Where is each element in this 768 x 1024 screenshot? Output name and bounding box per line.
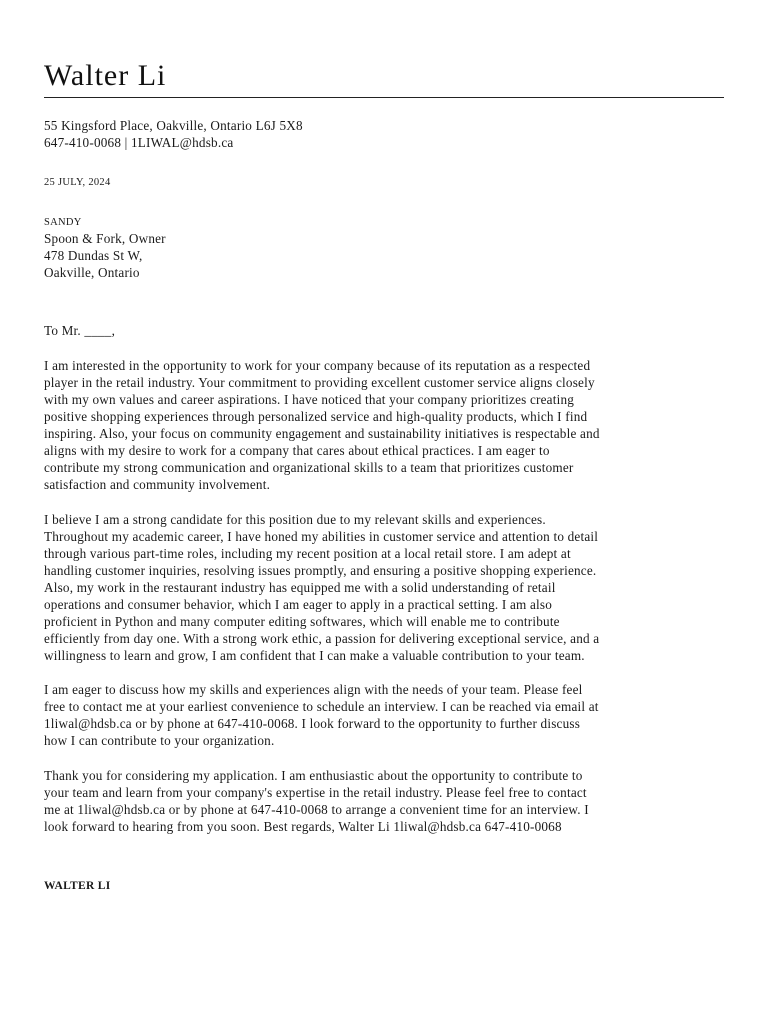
paragraph-line: through various part-time roles, including my recent position at a local retail store. I am adept at — [44, 546, 571, 561]
recipient-address-block — [44, 230, 166, 281]
paragraph-line: efficiently from day one. With a strong work ethic, a passion for delivering exceptional service, and a — [44, 631, 600, 646]
recipient-name: SANDY — [44, 217, 82, 228]
body-paragraph-interest — [44, 357, 600, 493]
body-paragraph-contact — [44, 681, 599, 749]
paragraph-line: I believe I am a strong candidate for this position due to my relevant skills and experiences. — [44, 512, 546, 527]
paragraph-line: positive shopping experiences through personalized service and high-quality products, which I find — [44, 409, 588, 424]
paragraph-line: willingness to learn and grow, I am confident that I can make a valuable contribution to your team. — [44, 648, 585, 663]
body-paragraph-qualifications — [44, 511, 599, 664]
paragraph-line: with my own values and career aspirations. I have noticed that your company prioritizes creating — [44, 392, 575, 407]
letter-date: 25 JULY, 2024 — [44, 177, 111, 188]
paragraph-line: inspiring. Also, your focus on community engagement and sustainability initiatives is respectable and — [44, 426, 600, 441]
sender-phone-email: 647-410-0068 | 1LIWAL@hdsb.ca — [44, 135, 234, 150]
paragraph-line: me at 1liwal@hdsb.ca or by phone at 647-410-0068 to arrange a convenient time for an interview. I — [44, 802, 589, 817]
paragraph-line: your team and learn from your company's expertise in the retail industry. Please feel free to contact — [44, 785, 587, 800]
sender-address: 55 Kingsford Place, Oakville, Ontario L6J 5X8 — [44, 118, 303, 133]
paragraph-line: I am eager to discuss how my skills and experiences align with the needs of your team. Please feel — [44, 682, 583, 697]
salutation: To Mr. ____, — [44, 323, 116, 338]
paragraph-line: I am interested in the opportunity to work for your company because of its reputation as a respected — [44, 358, 591, 373]
paragraph-line: operations and consumer behavior, which I am eager to apply in a practical setting. I am also — [44, 597, 553, 612]
paragraph-line: free to contact me at your earliest convenience to schedule an interview. I can be reached via email at — [44, 699, 599, 714]
paragraph-line: contribute my strong communication and organizational skills to a team that prioritizes customer — [44, 460, 574, 475]
paragraph-line: Also, my work in the restaurant industry has equipped me with a solid understanding of retail — [44, 580, 556, 595]
contact-block — [44, 117, 303, 151]
signature-name: WALTER LI — [44, 880, 111, 892]
paragraph-line: Thank you for considering my application. I am enthusiastic about the opportunity to contribute to — [44, 768, 583, 783]
recipient-line: Oakville, Ontario — [44, 265, 140, 280]
paragraph-line: look forward to hearing from you soon. Best regards, Walter Li 1liwal@hdsb.ca 647-410-0068 — [44, 819, 562, 834]
paragraph-line: aligns with my desire to work for a company that cares about ethical practices. I am eager to — [44, 443, 550, 458]
header-divider — [44, 97, 724, 98]
paragraph-line: satisfaction and community involvement. — [44, 477, 271, 492]
paragraph-line: player in the retail industry. Your commitment to providing excellent customer service aligns closely — [44, 375, 595, 390]
paragraph-line: Throughout my academic career, I have honed my abilities in customer service and attention to detail — [44, 529, 599, 544]
paragraph-line: handling customer inquiries, resolving issues promptly, and ensuring a positive shopping experience. — [44, 563, 597, 578]
paragraph-line: 1liwal@hdsb.ca or by phone at 647-410-0068. I look forward to the opportunity to further discuss — [44, 716, 581, 731]
body-paragraph-closing — [44, 767, 589, 835]
letter-header-name: Walter Li — [44, 59, 167, 92]
recipient-line: Spoon & Fork, Owner — [44, 231, 166, 246]
paragraph-line: how I can contribute to your organization. — [44, 733, 275, 748]
recipient-line: 478 Dundas St W, — [44, 248, 143, 263]
paragraph-line: proficient in Python and many computer editing softwares, which will enable me to contribute — [44, 614, 560, 629]
